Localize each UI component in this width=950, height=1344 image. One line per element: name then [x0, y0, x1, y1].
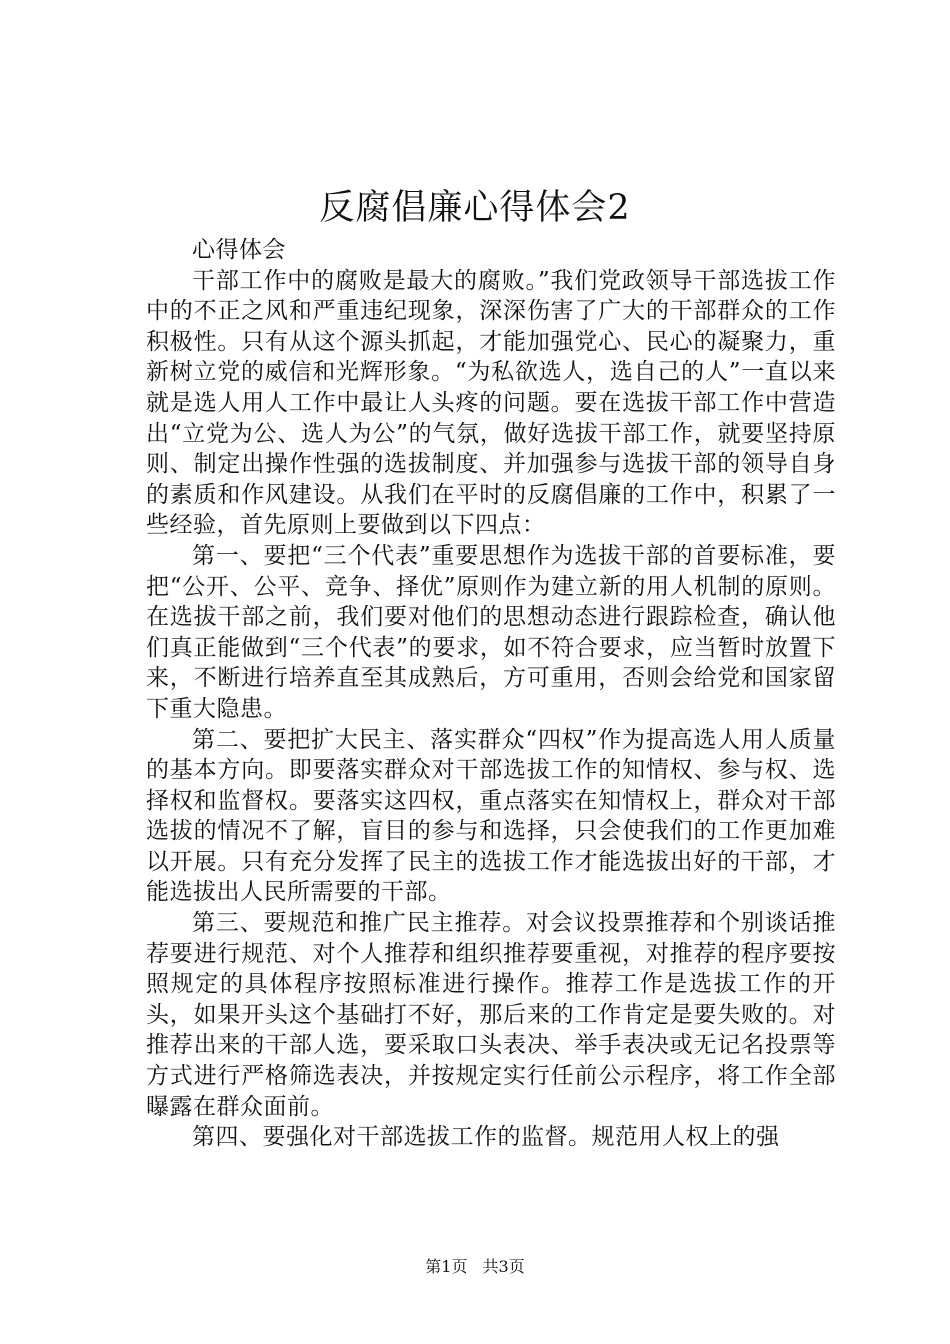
- intro-paragraph: 干部工作中的腐败是最大的腐败。”我们党政领导干部选拔工作中的不正之风和严重违纪现象，深深伤害了广大的干部群众的工作积极性。只有从这个源头抓起，才能加强党心、民心的凝聚力，重新树立党的威信和光辉形象。“为私欲选人，选自己的人”一直以来就是选人用人工作中最让人头疼的问题。要在选拔干部工作中营造出“立党为公、选人为公”的气氛，做好选拔干部工作，就要坚持原则、制定出操作性强的选拔制度、并加强参与选拔干部的领导自身的素质和作风建设。从我们在平时的反腐倡廉的工作中，积累了一些经验，首先原则上要做到以下四点：: [146, 267, 836, 539]
- page-footer: [0, 1256, 950, 1278]
- document-title: 反腐倡廉心得体会2: [319, 188, 631, 228]
- point-three-paragraph: 第三、要规范和推广民主推荐。对会议投票推荐和个别谈话推荐要进行规范、对个人推荐和组织推荐要重视，对推荐的程序要按照规定的具体程序按照标准进行操作。推荐工作是选拔工作的开头，如果开头这个基础打不好，那后来的工作肯定是要失败的。对推荐出来的干部人选，要采取口头表决、举手表决或无记名投票等方式进行严格筛选表决，并按规定实行任前公示程序，将工作全部曝露在群众面前。: [146, 910, 836, 1120]
- point-two-paragraph: 第二、要把扩大民主、落实群众“四权”作为提高选人用人质量的基本方向。即要落实群众对干部选拔工作的知情权、参与权、选择权和监督权。要落实这四权，重点落实在知情权上，群众对干部选拔的情况不了解，盲目的参与和选择，只会使我们的工作更加难以开展。只有充分发挥了民主的选拔工作才能选拔出好的干部，才能选拔出人民所需要的干部。: [146, 726, 836, 906]
- point-four-paragraph: 第四、要强化对干部选拔工作的监督。规范用人权上的强: [192, 1124, 780, 1151]
- page-number: 第1页: [425, 1257, 468, 1276]
- page-total: 共3页: [482, 1257, 525, 1276]
- point-one-paragraph: 第一、要把“三个代表”重要思想作为选拔干部的首要标准，要把“公开、公平、竞争、择优”原则作为建立新的用人机制的原则。在选拔干部之前，我们要对他们的思想动态进行跟踪检查，确认他们真正能做到“三个代表”的要求，如不符合要求，应当暂时放置下来，不断进行培养直至其成熟后，方可重用，否则会给党和国家留下重大隐患。: [146, 542, 836, 722]
- subtitle-paragraph: 心得体会: [192, 237, 286, 263]
- document-body: [146, 235, 836, 1153]
